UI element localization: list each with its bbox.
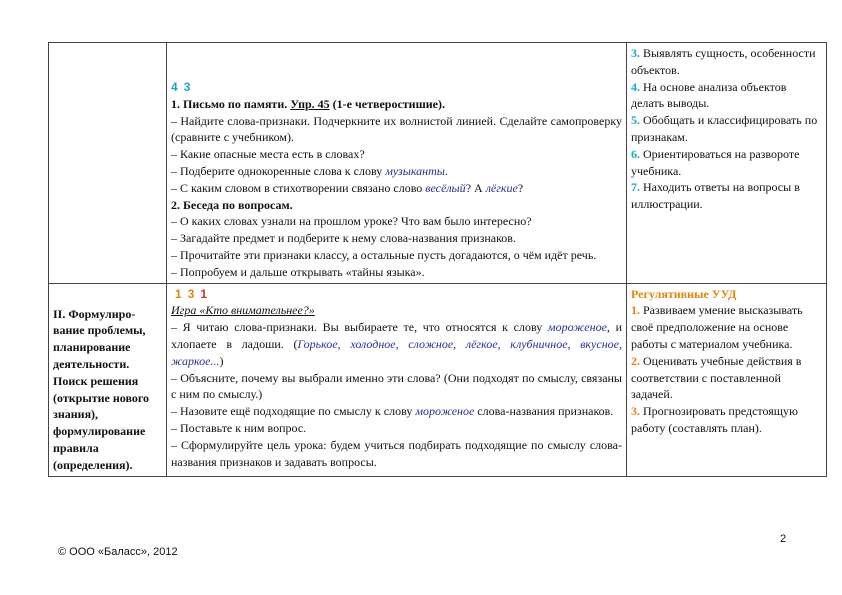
statement-line: – Поставьте к ним вопрос. bbox=[171, 420, 307, 435]
uud-text: Выявлять сущность, особенности объектов. bbox=[631, 46, 816, 77]
uud-item bbox=[631, 179, 822, 213]
uud-text: Ориентироваться на развороте учебника. bbox=[631, 146, 800, 178]
stage-cell bbox=[49, 43, 167, 284]
stage-cell bbox=[49, 283, 167, 476]
table-row bbox=[49, 283, 827, 476]
statement-text: , и хлопаете в ладоши. ( bbox=[171, 320, 622, 351]
uud-number: 4. bbox=[631, 79, 640, 94]
uud-item bbox=[631, 45, 822, 79]
statement-text: – Я читаю слова-признаки. Вы выбираете те, что относятся к слову bbox=[171, 320, 543, 335]
uud-text: Обобщать и классифицировать по признакам. bbox=[631, 113, 818, 144]
marker-number: 4 bbox=[171, 80, 178, 94]
uud-number: 2. bbox=[631, 353, 640, 368]
question-line: – Какие опасные места есть в словах? bbox=[171, 147, 365, 162]
statement-text: слова-названия признаков. bbox=[477, 404, 614, 419]
question-text: ? А bbox=[465, 180, 483, 195]
exercise-reference: Упр. 45 bbox=[290, 96, 330, 111]
uud-text: На основе анализа объектов делать выводы. bbox=[631, 79, 787, 111]
uud-item bbox=[631, 146, 822, 180]
question-line bbox=[171, 163, 622, 180]
uud-item bbox=[631, 353, 822, 403]
marker-number: 1 bbox=[175, 286, 182, 301]
highlighted-word: мороженое bbox=[547, 320, 607, 335]
statement-text: – Назовите ещё подходящие по смыслу к слову bbox=[171, 404, 413, 419]
table-row bbox=[49, 43, 827, 284]
statement-line: – Сформулируйте цель урока: будем учиться подбирать подходящие по смыслу слова-названия признаков и задавать вопросы. bbox=[171, 437, 622, 469]
marker-number: 3 bbox=[183, 80, 191, 94]
lesson-table bbox=[48, 42, 827, 477]
marker-number: 3 bbox=[187, 286, 195, 301]
page-number: 2 bbox=[780, 533, 787, 545]
highlighted-word: весёлый bbox=[425, 180, 466, 195]
exercise-title bbox=[171, 96, 622, 113]
question-line: – Загадайте предмет и подберите к нему слова-названия признаков. bbox=[171, 231, 516, 246]
highlighted-word-list: Горькое, холодное, сложное, лёгкое, клубничное, вкусное, жаркое... bbox=[171, 336, 622, 368]
question-text: – С каким словом в стихотворении связано слово bbox=[171, 180, 423, 195]
statement-text: ) bbox=[219, 353, 224, 368]
exercise-title-note: (1-е четверостишие). bbox=[332, 96, 445, 111]
highlighted-word: мороженое bbox=[415, 404, 475, 419]
uud-cell bbox=[627, 43, 827, 284]
uud-text: Прогнозировать предстоящую работу (составлять план). bbox=[631, 404, 799, 435]
question-text: ? bbox=[517, 180, 524, 195]
uud-number: 5. bbox=[631, 113, 640, 128]
question-line: – Попробуем и дальше открывать «тайны языка». bbox=[171, 264, 425, 279]
statement-line bbox=[171, 403, 622, 420]
question-text: – Подберите однокоренные слова к слову bbox=[171, 163, 383, 178]
highlighted-word: музыканты bbox=[385, 163, 445, 178]
highlighted-word: лёгкие bbox=[485, 180, 518, 195]
stage-label: II. Формулиро-вание проблемы, планирование деятельности. Поиск решения (открытие нового знания), формулирование правила (определения). bbox=[53, 306, 149, 472]
uud-heading: Регулятивные УУД bbox=[631, 286, 737, 301]
copyright-notice: © ООО «Баласс», 2012 bbox=[58, 546, 178, 558]
uud-text: Находить ответы на вопросы в иллюстрации. bbox=[631, 180, 800, 212]
uud-number: 6. bbox=[631, 146, 640, 161]
question-text: . bbox=[444, 163, 448, 178]
uud-item bbox=[631, 79, 822, 113]
question-line: – Прочитайте эти признаки классу, а остальные пусть догадаются, о чём идёт речь. bbox=[171, 247, 597, 262]
uud-item bbox=[631, 302, 822, 352]
marker-numbers bbox=[171, 286, 622, 303]
question-line: – Найдите слова-признаки. Подчеркните их волнистой линией. Сделайте самопроверку (сравните с учебником). bbox=[171, 113, 622, 145]
uud-number: 3. bbox=[631, 46, 640, 60]
exercise-title-text: 1. Письмо по памяти. bbox=[171, 96, 288, 111]
exercise-title: 2. Беседа по вопросам. bbox=[171, 197, 293, 212]
uud-text: Оценивать учебные действия в соответствии с поставленной задачей. bbox=[631, 353, 802, 402]
uud-text: Развиваем умение высказывать своё предположение на основе работы с материалом учебника. bbox=[631, 303, 803, 351]
marker-numbers bbox=[171, 79, 622, 96]
uud-number: 3. bbox=[631, 404, 640, 419]
uud-item bbox=[631, 403, 822, 437]
uud-cell bbox=[627, 283, 827, 476]
activity-cell bbox=[167, 43, 627, 284]
game-title: Игра «Кто внимательнее?» bbox=[171, 303, 315, 318]
activity-cell bbox=[167, 283, 627, 476]
uud-number: 7. bbox=[631, 180, 640, 195]
statement-line: – Объясните, почему вы выбрали именно эти слова? (Они подходят по смыслу, связаны с ним по смыслу.) bbox=[171, 370, 622, 402]
marker-number: 1 bbox=[200, 286, 208, 301]
uud-number: 1. bbox=[631, 303, 640, 318]
question-line: – О каких словах узнали на прошлом уроке? Что вам было интересно? bbox=[171, 214, 532, 229]
statement-line bbox=[171, 319, 622, 369]
question-line bbox=[171, 180, 622, 197]
uud-item bbox=[631, 112, 822, 146]
